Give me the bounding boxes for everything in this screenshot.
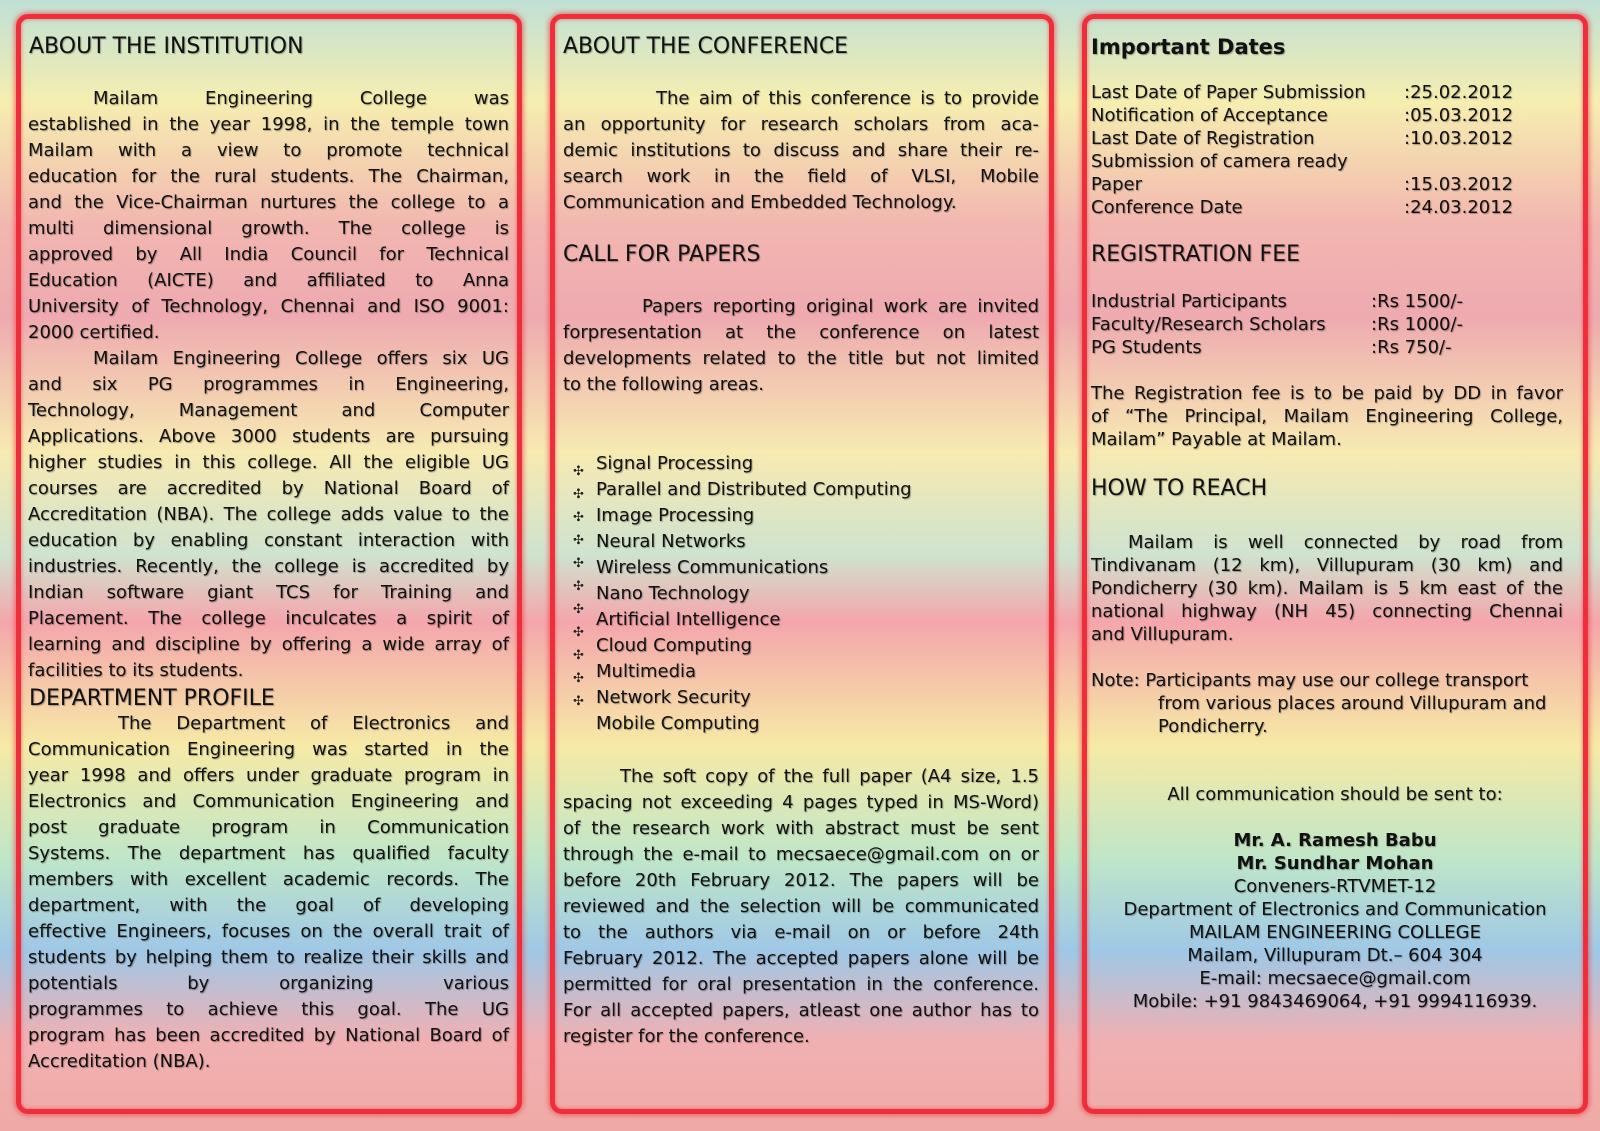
text-line: Communication Engineering was started in the	[28, 739, 509, 760]
topic-item: Mobile Computing	[596, 713, 760, 734]
text-line: an opportunity for research scholars from aca-	[563, 114, 1039, 135]
text-line: potentials by organizing various	[28, 973, 509, 994]
text-line: programmes to achieve this goal. The UG	[28, 999, 509, 1020]
bullet-icon: ✣	[573, 464, 584, 479]
text-line: post graduate program in Communication	[28, 817, 509, 838]
reach-heading: HOW TO REACH	[1091, 476, 1268, 501]
topic-item: Nano Technology	[596, 583, 750, 604]
bullet-icon: ✣	[573, 510, 584, 525]
text-line: Mailam is well connected by road from	[1128, 532, 1563, 553]
text-line: education for the rural students. The Chairman,	[28, 166, 509, 187]
bullet-icon: ✣	[573, 671, 584, 686]
text-line: Accreditation (NBA). The college adds value to the	[28, 504, 509, 525]
text-line: Mailam with a view to promote technical	[28, 140, 509, 161]
text-line: Accreditation (NBA).	[28, 1051, 211, 1072]
bullet-icon: ✣	[573, 648, 584, 663]
text-line: Technology, Management and Computer	[28, 400, 509, 421]
text-line: developments related to the title but not limited	[563, 348, 1039, 369]
text-line: education by enabling constant interaction with	[28, 530, 509, 551]
text-line: facilities to its students.	[28, 660, 244, 681]
text-line: year 1998 and offers under graduate program in	[28, 765, 509, 786]
date-value: :15.03.2012	[1404, 174, 1514, 195]
text-line: The soft copy of the full paper (A4 size, 1.5	[620, 766, 1039, 787]
registration-heading: REGISTRATION FEE	[1091, 242, 1301, 267]
text-line: Tindivanam (12 km), Villupuram (30 km) and	[1091, 555, 1563, 576]
text-line: Placement. The college inculcates a spirit of	[28, 608, 509, 629]
text-line: The aim of this conference is to provide	[656, 88, 1039, 109]
bullet-icon: ✣	[573, 556, 584, 571]
bullet-icon: ✣	[573, 487, 584, 502]
text-line: University of Technology, Chennai and ISO 9001:	[28, 296, 509, 317]
text-line: national highway (NH 45) connecting Chennai	[1091, 601, 1563, 622]
text-line: register for the conference.	[563, 1026, 810, 1047]
fee-label: PG Students	[1091, 337, 1202, 358]
date-label: Conference Date	[1091, 197, 1243, 218]
text-line: program has been accredited by National Board of	[28, 1025, 509, 1046]
department-heading: DEPARTMENT PROFILE	[29, 686, 275, 711]
bullet-icon: ✣	[573, 533, 584, 548]
text-line: Mailam” Payable at Mailam.	[1091, 429, 1342, 450]
text-line: Mailam Engineering College was	[93, 88, 509, 109]
fee-label: Faculty/Research Scholars	[1091, 314, 1326, 335]
text-line: demic institutions to discuss and share their re-	[563, 140, 1039, 161]
bullet-icon: ✣	[573, 602, 584, 617]
text-line: through the e-mail to mecsaece@gmail.com on or	[563, 844, 1039, 865]
text-line: effective Engineers, focuses on the overall trait of	[28, 921, 509, 942]
text-line: higher studies in this college. All the eligible UG	[28, 452, 509, 473]
text-line: and the Vice-Chairman nurtures the college to a	[28, 192, 509, 213]
text-line: to the following areas.	[563, 374, 764, 395]
contact-name: Mr. A. Ramesh Babu	[1233, 830, 1437, 851]
date-label: Submission of camera ready	[1091, 151, 1348, 172]
date-value: :05.03.2012	[1404, 105, 1514, 126]
text-line: approved by All India Council for Technical	[28, 244, 509, 265]
text-line: Mailam Engineering College offers six UG	[93, 348, 509, 369]
text-line: of “The Principal, Mailam Engineering College,	[1091, 406, 1563, 427]
dates-heading: Important Dates	[1091, 35, 1286, 59]
topic-item: Multimedia	[596, 661, 697, 682]
bullet-icon: ✣	[573, 694, 584, 709]
topic-item: Wireless Communications	[596, 557, 829, 578]
text-line: For all accepted papers, atleast one author has to	[563, 1000, 1039, 1021]
text-line: from various places around Villupuram and	[1158, 693, 1547, 714]
date-value: :10.03.2012	[1404, 128, 1514, 149]
topic-item: Artificial Intelligence	[596, 609, 781, 630]
contact-address: Mailam, Villupuram Dt.– 604 304	[1187, 945, 1483, 966]
text-line: Systems. The department has qualified faculty	[28, 843, 509, 864]
date-label: Notification of Acceptance	[1091, 105, 1328, 126]
text-line: Pondicherry (30 km). Mailam is 5 km east of the	[1091, 578, 1563, 599]
text-line: Note: Participants may use our college transport	[1091, 670, 1529, 691]
text-line: industries. Recently, the college is accredited by	[28, 556, 509, 577]
contact-mobile: Mobile: +91 9843469064, +91 9994116939.	[1132, 991, 1538, 1012]
contact-department: Department of Electronics and Communication	[1123, 899, 1547, 920]
text-line: spacing not exceeding 4 pages typed in MS-Word)	[563, 792, 1039, 813]
date-value: :25.02.2012	[1404, 82, 1514, 103]
text-line: permitted for oral presentation in the conference.	[563, 974, 1039, 995]
text-line: The Department of Electronics and	[118, 713, 509, 734]
text-line: Applications. Above 3000 students are pursuing	[28, 426, 509, 447]
text-line: and six PG programmes in Engineering,	[28, 374, 509, 395]
text-line: forpresentation at the conference on latest	[563, 322, 1039, 343]
contact-college: MAILAM ENGINEERING COLLEGE	[1189, 922, 1481, 943]
date-value: :24.03.2012	[1404, 197, 1514, 218]
date-label: Paper	[1091, 174, 1142, 195]
text-line: Communication and Embedded Technology.	[563, 192, 957, 213]
fee-value: :Rs 1500/-	[1371, 291, 1464, 312]
text-line: reviewed and the selection will be communicated	[563, 896, 1039, 917]
topic-item: Signal Processing	[596, 453, 754, 474]
fee-value: :Rs 750/-	[1371, 337, 1452, 358]
bullet-icon: ✣	[573, 625, 584, 640]
contact-intro: All communication should be sent to:	[1167, 784, 1503, 805]
text-line: to the authors via e-mail on or before 24th	[563, 922, 1039, 943]
text-line: Indian software giant TCS for Training and	[28, 582, 509, 603]
contact-name: Mr. Sundhar Mohan	[1236, 853, 1434, 874]
call-for-papers-heading: CALL FOR PAPERS	[563, 242, 761, 267]
fee-label: Industrial Participants	[1091, 291, 1287, 312]
topic-item: Network Security	[596, 687, 751, 708]
text-line: Electronics and Communication Engineering and	[28, 791, 509, 812]
text-line: members with excellent academic records. The	[28, 869, 509, 890]
conference-heading: ABOUT THE CONFERENCE	[563, 34, 849, 59]
text-line: before 20th February 2012. The papers will be	[563, 870, 1039, 891]
fee-value: :Rs 1000/-	[1371, 314, 1464, 335]
text-line: of the research work with abstract must be sent	[563, 818, 1039, 839]
text-line: Papers reporting original work are invited	[642, 296, 1039, 317]
topic-item: Parallel and Distributed Computing	[596, 479, 912, 500]
text-line: learning and discipline by offering a wide array of	[28, 634, 509, 655]
text-line: established in the year 1998, in the temple town	[28, 114, 509, 135]
bullet-icon: ✣	[573, 579, 584, 594]
institution-heading: ABOUT THE INSTITUTION	[29, 34, 304, 59]
topic-item: Neural Networks	[596, 531, 746, 552]
text-line: search work in the field of VLSI, Mobile	[563, 166, 1039, 187]
text-line: The Registration fee is to be paid by DD in favor	[1091, 383, 1563, 404]
date-label: Last Date of Paper Submission	[1091, 82, 1366, 103]
text-line: department, with the goal of developing	[28, 895, 509, 916]
text-line: Education (AICTE) and affiliated to Anna	[28, 270, 509, 291]
text-line: students by helping them to realize their skills and	[28, 947, 509, 968]
text-line: 2000 certified.	[28, 322, 160, 343]
text-line: February 2012. The accepted papers alone will be	[563, 948, 1039, 969]
text-line: courses are accredited by National Board of	[28, 478, 509, 499]
contact-role: Conveners-RTVMET-12	[1233, 876, 1437, 897]
date-label: Last Date of Registration	[1091, 128, 1315, 149]
contact-email: E-mail: mecsaece@gmail.com	[1199, 968, 1471, 989]
topic-item: Image Processing	[596, 505, 755, 526]
text-line: multi dimensional growth. The college is	[28, 218, 509, 239]
text-line: and Villupuram.	[1091, 624, 1234, 645]
text-line: Pondicherry.	[1158, 716, 1268, 737]
topic-item: Cloud Computing	[596, 635, 752, 656]
